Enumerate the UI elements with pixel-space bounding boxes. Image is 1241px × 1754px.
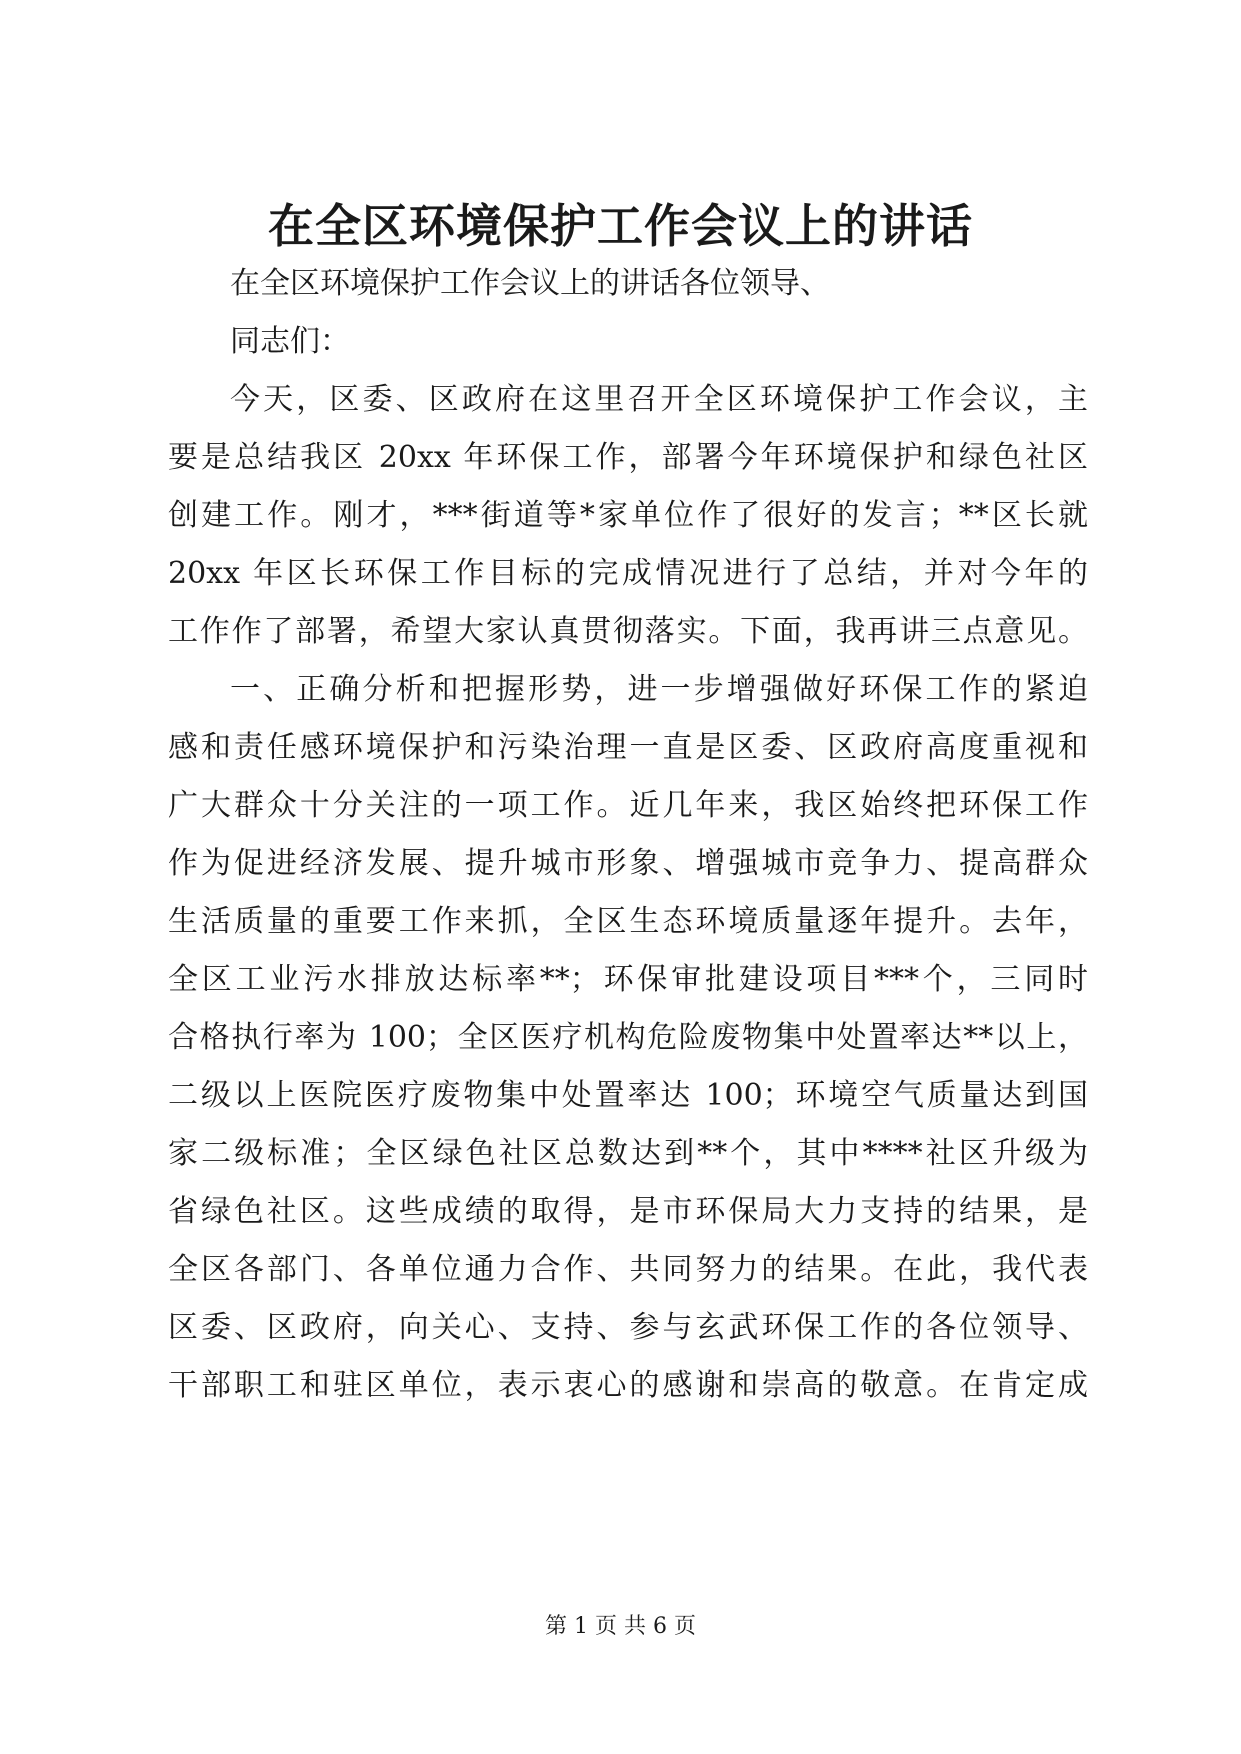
text-line: 20xx 年区长环保工作目标的完成情况进行了总结，并对今年的 (168, 556, 1088, 591)
text-line: 作为促进经济发展、提升城市形象、增强城市竞争力、提高群众 (168, 846, 1088, 881)
text-line: 合格执行率为 100；全区医疗机构危险废物集中处置率达**以上， (168, 1020, 1088, 1055)
text-line: 全区各部门、各单位通力合作、共同努力的结果。在此，我代表 (168, 1252, 1088, 1287)
text-line: 感和责任感环境保护和污染治理一直是区委、区政府高度重视和 (168, 730, 1088, 765)
text-line: 一、正确分析和把握形势，进一步增强做好环保工作的紧迫 (230, 672, 1088, 707)
page-footer: 第 1 页 共 6 页 (545, 1614, 696, 1639)
text-line: 在全区环境保护工作会议上的讲话各位领导、 (230, 266, 830, 301)
text-line: 二级以上医院医疗废物集中处置率达 100；环境空气质量达到国 (168, 1078, 1088, 1113)
text-line: 生活质量的重要工作来抓，全区生态环境质量逐年提升。去年， (168, 904, 1088, 939)
text-line: 干部职工和驻区单位，表示衷心的感谢和崇高的敬意。在肯定成 (168, 1368, 1088, 1403)
text-line: 家二级标准；全区绿色社区总数达到**个，其中****社区升级为 (168, 1136, 1088, 1171)
text-line: 要是总结我区 20xx 年环保工作，部署今年环境保护和绿色社区 (168, 440, 1088, 475)
text-line: 省绿色社区。这些成绩的取得，是市环保局大力支持的结果，是 (168, 1194, 1088, 1229)
text-line: 创建工作。刚才，***街道等*家单位作了很好的发言；**区长就 (168, 498, 1088, 533)
text-line: 今天，区委、区政府在这里召开全区环境保护工作会议，主 (230, 382, 1088, 417)
text-line: 全区工业污水排放达标率**；环保审批建设项目***个，三同时 (168, 962, 1088, 997)
text-line: 工作作了部署，希望大家认真贯彻落实。下面，我再讲三点意见。 (168, 614, 1088, 649)
document-title: 在全区环境保护工作会议上的讲话 (268, 199, 973, 253)
text-line: 广大群众十分关注的一项工作。近几年来，我区始终把环保工作 (168, 788, 1088, 823)
text-line: 区委、区政府，向关心、支持、参与玄武环保工作的各位领导、 (168, 1310, 1088, 1345)
text-line: 同志们： (230, 324, 350, 359)
